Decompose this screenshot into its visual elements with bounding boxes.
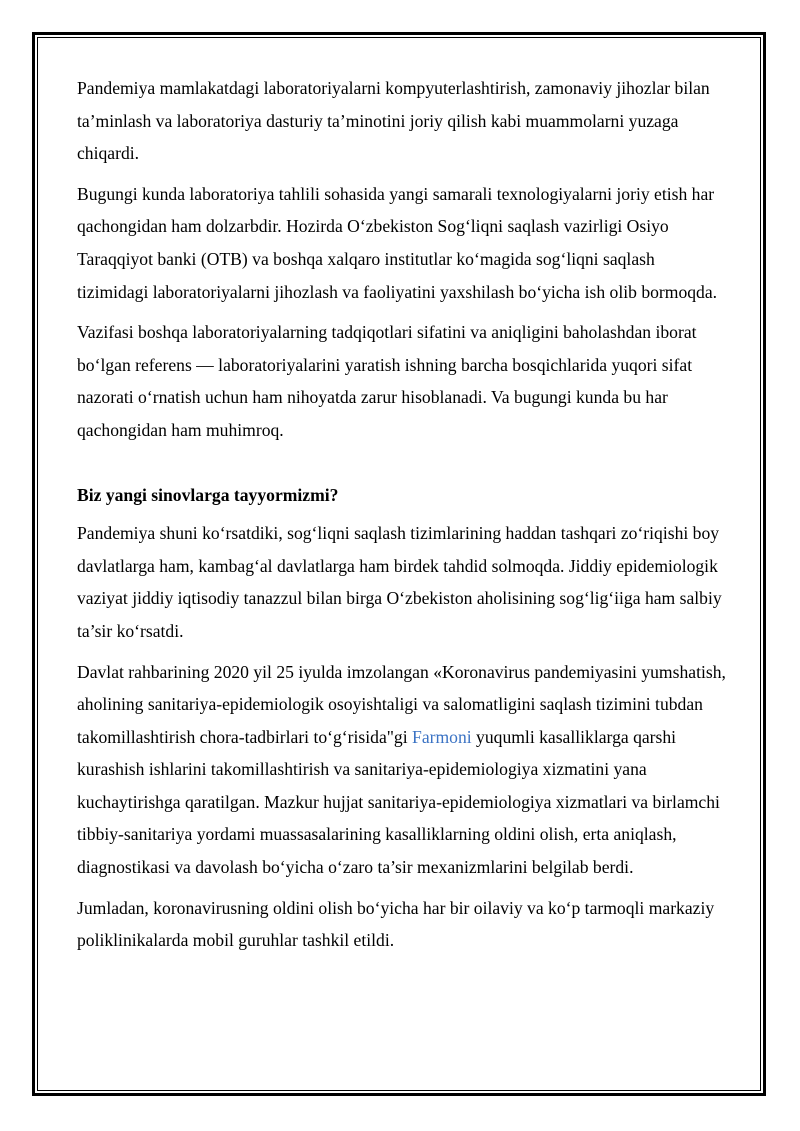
paragraph-3: Vazifasi boshqa laboratoriyalarning tadqiqotlari sifatini va aniqligini baholashdan iborat bo‘lgan referens — laboratoriyalarini yaratish ishning barcha bosqichlarida yuqori sifat nazorati o‘rnatish uchun ham nihoyatda zarur hisoblanadi. Va bugungi kunda bu har qachongidan ham muhimroq. <box>77 322 697 440</box>
paragraph-5-text-after: yuqumli kasalliklarga qarshi kurashish ishlarini takomillashtirish va sanitariya-epidemiologiya xizmatini yana kuchaytirishga qaratilgan. Mazkur hujjat sanitariya-epidemiologiya xizmatlari va birlamchi tibbiy-sanitariya yordami muassasalarining kasalliklarning oldini olish, erta aniqlash, diagnostikasi va davolash bo‘yicha o‘zaro ta’sir mexanizmlarini belgilab berdi. <box>77 726 720 878</box>
section-heading: Biz yangi sinovlarga tayyormizmi? <box>77 484 339 505</box>
paragraph-4: Pandemiya shuni ko‘rsatdiki, sog‘liqni saqlash tizimlarining haddan tashqari zo‘riqishi boy davlatlarga ham, kambag‘al davlatlarga ham birdek tahdid solmoqda. Jiddiy epidemiologik vaziyat jiddiy iqtisodiy tanazzul bilan birga O‘zbekiston aholisining sog‘lig‘iiga ham salbiy ta’sir ko‘rsatdi. <box>77 523 722 641</box>
paragraph-5 <box>77 656 727 884</box>
paragraph-1: Pandemiya mamlakatdagi laboratoriyalarni kompyuterlashtirish, zamonaviy jihozlar bilan ta’minlash va laboratoriya dasturiy ta’minotini joriy qilish kabi muammolarni yuzaga chiqardi. <box>77 78 710 164</box>
paragraph-6: Jumladan, koronavirusning oldini olish bo‘yicha har bir oilaviy va ko‘p tarmoqli markaziy poliklinikalarda mobil guruhlar tashkil etildi. <box>77 897 715 951</box>
farmoni-link[interactable]: Farmoni <box>412 726 472 747</box>
document-body <box>77 72 727 965</box>
paragraph-2: Bugungi kunda laboratoriya tahlili sohasida yangi samarali texnologiyalarni joriy etish har qachongidan ham dolzarbdir. Hozirda O‘zbekiston Sog‘liqni saqlash vazirligi Osiyo Taraqqiyot banki (OTB) va boshqa xalqaro institutlar ko‘magida sog‘liqni saqlash tizimidagi laboratoriyalarni jihozlash va faoliyatini yaxshilash bo‘yicha ish olib bormoqda. <box>77 183 718 302</box>
paragraph-5-text-before: Davlat rahbarining 2020 yil 25 iyulda imzolangan «Koronavirus pandemiyasini yumshatish, aholining sanitariya-epidemiologik osoyishtaligi va salomatligini saqlash tizimini tubdan takomillashtirish chora-tadbirlari to‘g‘risida"gi <box>77 661 726 747</box>
